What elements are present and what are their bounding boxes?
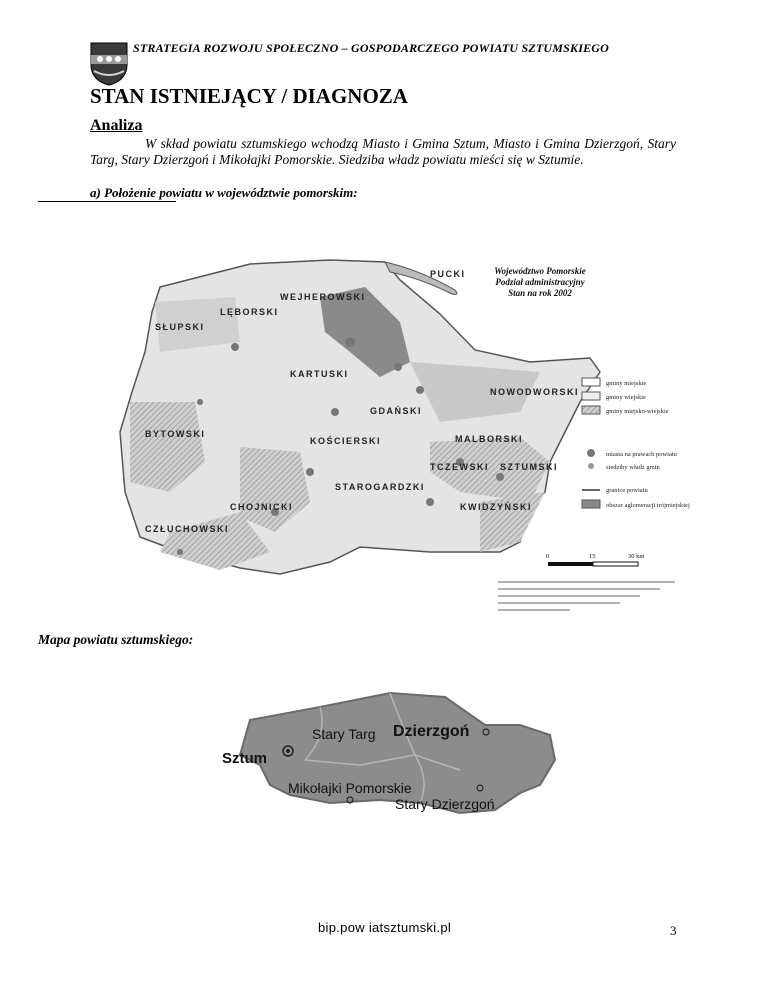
footer-url[interactable]: bip.pow iatsztumski.pl — [318, 920, 452, 935]
place-mikolajki-pomorskie: Mikołajki Pomorskie — [288, 780, 412, 796]
place-stary-targ: Stary Targ — [312, 726, 376, 742]
map-label: KARTUSKI — [290, 369, 349, 379]
place-sztum: Sztum — [222, 750, 267, 767]
legend-item: siedziby władz gmin — [606, 464, 660, 471]
map-label: PUCKI — [430, 269, 466, 279]
page-title: STAN ISTNIEJĄCY / DIAGNOZA — [90, 84, 408, 108]
section-subtitle: Analiza — [90, 117, 143, 134]
map-label: SŁUPSKI — [155, 322, 205, 332]
map-label: KWIDZYŃSKI — [460, 502, 532, 512]
point-a-heading: a) Położenie powiatu w województwie pomorskim: — [90, 185, 358, 200]
map-label: BYTOWSKI — [145, 429, 206, 439]
map-label: KOŚCIERSKI — [310, 436, 382, 446]
legend-item: granice powiatu — [606, 487, 648, 494]
map-label: LĘBORSKI — [220, 307, 279, 317]
map-label: NOWODWORSKI — [490, 387, 579, 397]
county-map — [210, 685, 560, 830]
place-dzierzgon: Dzierzgoń — [393, 723, 470, 740]
county-crest-icon — [90, 41, 128, 86]
map-title-line: Województwo Pomorskie — [494, 266, 586, 276]
voivodeship-map — [100, 252, 700, 642]
scale-label: 0 — [546, 553, 550, 560]
map-label: CHOJNICKI — [230, 502, 294, 512]
page-number: 3 — [670, 923, 677, 938]
map-label: STAROGARDZKI — [335, 482, 425, 492]
intro-paragraph: W skład powiatu sztumskiego wchodzą Miasto i Gmina Sztum, Miasto i Gmina Dzierzgoń, Stary Targ, Stary Dzierzgoń i Mikołajki Pomorskie. Siedziba władz powiatu mieści się w Sztumie. — [90, 136, 676, 167]
scale-label: 15 — [589, 553, 596, 560]
legend-item: gminy wiejskie — [606, 394, 646, 401]
legend-item: miasta na prawach powiatu — [606, 451, 677, 458]
map-label: TCZEWSKI — [430, 462, 489, 472]
divider — [38, 201, 176, 202]
map-title-line: Stan na rok 2002 — [508, 288, 572, 298]
place-stary-dzierzgon: Stary Dzierzgoń — [395, 796, 495, 812]
legend-item: obszar aglomeracji trójmiejskiej — [606, 502, 690, 509]
scale-label: 30 km — [628, 553, 645, 560]
county-map-caption: Mapa powiatu sztumskiego: — [38, 632, 194, 647]
running-header: STRATEGIA ROZWOJU SPOŁECZNO – GOSPODARCZEGO POWIATU SZTUMSKIEGO — [133, 41, 610, 55]
map-label: SZTUMSKI — [500, 462, 558, 472]
map-label: WEJHEROWSKI — [280, 292, 366, 302]
map-title-line: Podział administracyjny — [495, 277, 585, 287]
map-label: MALBORSKI — [455, 434, 523, 444]
map-label: CZŁUCHOWSKI — [145, 524, 229, 534]
legend-item: gminy miejsko-wiejskie — [606, 408, 669, 415]
map-label: GDAŃSKI — [370, 406, 423, 416]
legend-item: gminy miejskie — [606, 380, 647, 387]
